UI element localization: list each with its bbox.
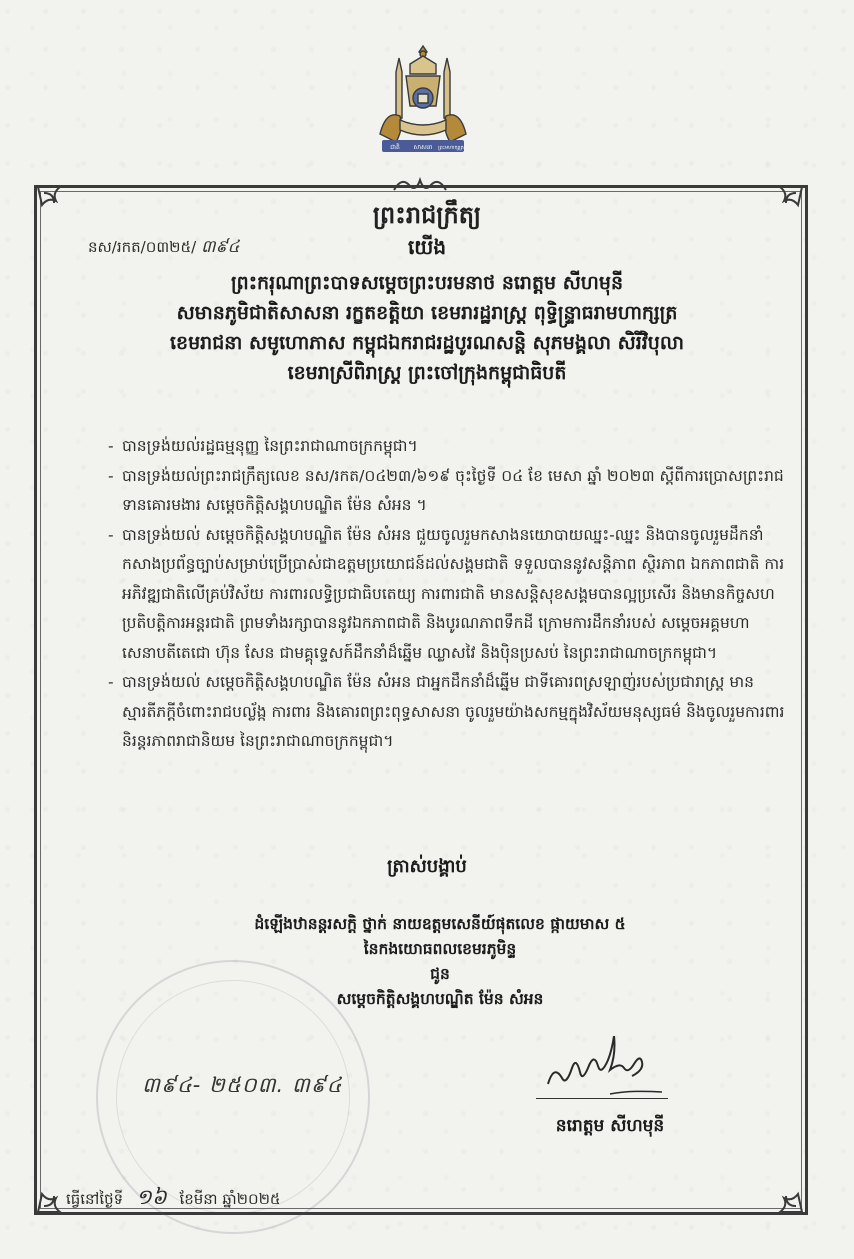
issue-date-day: ១៦ xyxy=(135,1185,167,1209)
decree-line: សម្តេចកិត្តិសង្គហបណ្ឌិត ម៉ែន សំអន xyxy=(336,990,544,1008)
decree-line: ដំឡើងឋានន្តរសក្តិ ថ្នាក់ នាយឧត្តមសេនីយ៍ផុតលេខ ផ្កាយមាស ៥ xyxy=(254,915,626,933)
decree-label: ត្រាស់បង្គាប់ xyxy=(387,856,467,877)
royal-signature xyxy=(540,1036,670,1102)
signer-name: នរោត្តម សីហមុនី xyxy=(555,1116,665,1136)
signature-line xyxy=(536,1098,668,1099)
royal-title-line: សមានភូមិជាតិសាសនា រក្ខតខត្តិយា ខេមរារដ្ឋរាស្ត្រ ពុទ្ធិន្ទ្រាធរាមហាក្សត្រ xyxy=(176,302,678,324)
issue-date xyxy=(66,1184,281,1215)
top-ornament-icon xyxy=(390,176,450,194)
issue-date-prefix: ធ្វើនៅថ្ងៃទី xyxy=(66,1190,124,1208)
royal-title-line: ខេមរាស្រីពិរាស្ត្រ ព្រះចៅក្រុងកម្ពុជាធិបតី xyxy=(287,362,567,384)
preamble-paragraph: - បានទ្រង់យល់ សម្តេចកិត្តិសង្គហបណ្ឌិត ម៉ែន សំអន ជាអ្នកដឹកនាំដ៏ឆ្នើម ជាទីគោរពស្រឡាញ់របស់ប្រជារាស្ត្រ មានស្មារតីភក្តីចំពោះរាជបល្ល័ង្ក ការពារ និងគោរពព្រះពុទ្ធសាសនា ចូលរួមយ៉ាងសកម្មក្នុងវិស័យមនុស្សធម៌ និងចូលរួមការពារនិរន្តរភាពរាជានិយម នៃព្រះរាជាណាចក្រកម្ពុជា។ xyxy=(108,668,788,757)
reference-handwritten-number: ៣៩៤ xyxy=(200,237,240,257)
corner-ornament-icon xyxy=(760,1170,806,1216)
emblem-motto-3: ព្រះមហាក្សត្រ xyxy=(438,145,464,151)
decree-line: នៃកងយោធពលខេមរភូមិន្ទ xyxy=(363,940,517,958)
preamble xyxy=(108,432,788,757)
emblem-motto-2: សាសនា xyxy=(413,144,433,151)
preamble-paragraph: - បានទ្រង់យល់ព្រះរាជក្រឹត្យលេខ នស/រកត/០៤២៣/៦១៩ ចុះថ្ងៃទី ០៤ ខែ មេសា ឆ្នាំ ២០២៣ ស្តីពីការប្រោសព្រះរាជទានគោរមងារ សម្តេចកិត្តិសង្គហបណ្ឌិត ម៉ែន សំអន ។ xyxy=(108,462,788,521)
registration-number: ៣៩៤- ២៥០៣. ៣៩៤ xyxy=(142,1073,343,1097)
document-title: ព្រះរាជក្រឹត្យ xyxy=(372,201,482,229)
preamble-paragraph: - បានទ្រង់យល់រដ្ឋធម្មនុញ្ញ នៃព្រះរាជាណាចក្រកម្ពុជា។ xyxy=(108,432,788,462)
royal-title xyxy=(80,268,774,388)
preamble-paragraph: - បានទ្រង់យល់ សម្តេចកិត្តិសង្គហបណ្ឌិត ម៉ែន សំអន ជួយចូលរួមកសាងនយោបាយឈ្នះ-ឈ្នះ និងបានចូលរួមដឹកនាំកសាងប្រព័ន្ធច្បាប់សម្រាប់ប្រើប្រាស់ជាឧត្តមប្រយោជន៍ដល់សង្គមជាតិ ទទួលបាននូវសន្តិភាព ស្ថិរភាព ឯកភាពជាតិ ការអភិវឌ្ឍជាតិលើគ្រប់វិស័យ ការពារលទ្ធិប្រជាធិបតេយ្យ ការពារជាតិ មានសន្តិសុខសង្គមបានល្អប្រសើរ និងមានកិច្ចសហប្រតិបត្តិការអន្តរជាតិ ព្រមទាំងរក្សាបាននូវឯកភាពជាតិ និងបូរណភាពទឹកដី ក្រោមការដឹកនាំរបស់ សម្តេចអគ្គមហាសេនាបតីតេជោ ហ៊ុន សែន ជាមគ្គុទ្ទេសក៍ដឹកនាំដ៏ឆ្នើម ឈ្លាសវៃ និងប៉ិនប្រសប់ នៃព្រះរាជាណាចក្រកម្ពុជា។ xyxy=(108,521,788,669)
we-heading: យើង xyxy=(407,235,447,259)
royal-title-line: ព្រះករុណាព្រះបាទសម្តេចព្រះបរមនាថ នរោត្តម សីហមុនី xyxy=(230,272,624,294)
royal-coat-of-arms-icon xyxy=(368,42,478,164)
reference-prefix: នស/រកត/០៣២៥/ xyxy=(88,238,197,256)
emblem-motto-1: ជាតិ xyxy=(390,144,400,151)
royal-title-line: ខេមរាជនា សមូហោភាស កម្ពុជឯករាជរដ្ឋបូរណសន្តិ សុភមង្គលា សិរីវិបុលា xyxy=(170,332,684,354)
decree-line: ជូន xyxy=(430,965,450,983)
issue-date-suffix: ខែមីនា ឆ្នាំ២០២៥ xyxy=(179,1190,281,1208)
